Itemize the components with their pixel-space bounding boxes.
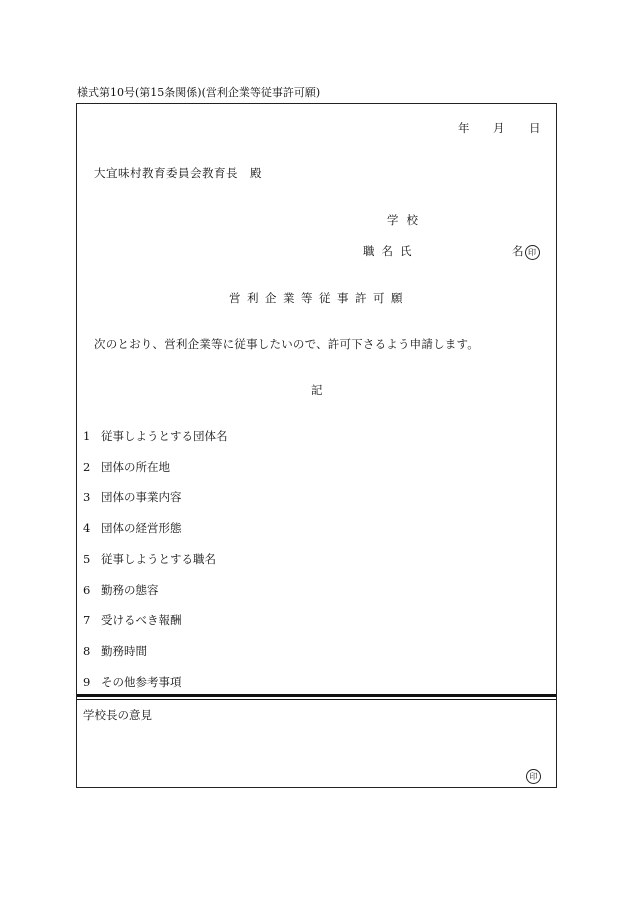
list-item: 2 団体の所在地 (83, 460, 170, 474)
list-item: 3 団体の事業内容 (83, 490, 182, 504)
principal-opinion-label: 学校長の意見 (83, 708, 152, 722)
list-item: 1 従事しようとする団体名 (83, 429, 228, 443)
ki-heading: 記 (311, 383, 323, 397)
name-label-with-seal (512, 243, 540, 260)
form-title: 様式第10号(第15条関係)(営利企業等従事許可願) (77, 86, 321, 99)
list-item: 6 勤務の態容 (83, 583, 159, 597)
list-item: 5 従事しようとする職名 (83, 552, 216, 566)
principal-seal-wrapper (525, 768, 541, 784)
list-item: 4 団体の経営形態 (83, 521, 182, 535)
seal-icon: 印 (526, 769, 541, 784)
list-item: 9 その他参考事項 (83, 675, 182, 689)
list-item: 8 勤務時間 (83, 644, 147, 658)
section-divider-thin (77, 699, 556, 700)
addressee: 大宜味村教育委員会教育長 殿 (94, 166, 262, 180)
application-form (76, 103, 557, 788)
name-label: 名 (512, 244, 524, 258)
section-divider-thick (77, 694, 556, 697)
seal-icon: 印 (525, 245, 540, 260)
date-day-label: 日 (529, 121, 541, 135)
application-title: 営利企業等従事許可願 (229, 291, 409, 305)
date-year-label: 年 (458, 121, 470, 135)
body-text: 次のとおり、営利企業等に従事したいので、許可下さるよう申請します。 (94, 337, 479, 351)
position-name-label: 職名氏 (363, 244, 419, 258)
date-month-label: 月 (493, 121, 505, 135)
list-item: 7 受けるべき報酬 (83, 613, 182, 627)
school-label: 学校 (387, 213, 426, 227)
